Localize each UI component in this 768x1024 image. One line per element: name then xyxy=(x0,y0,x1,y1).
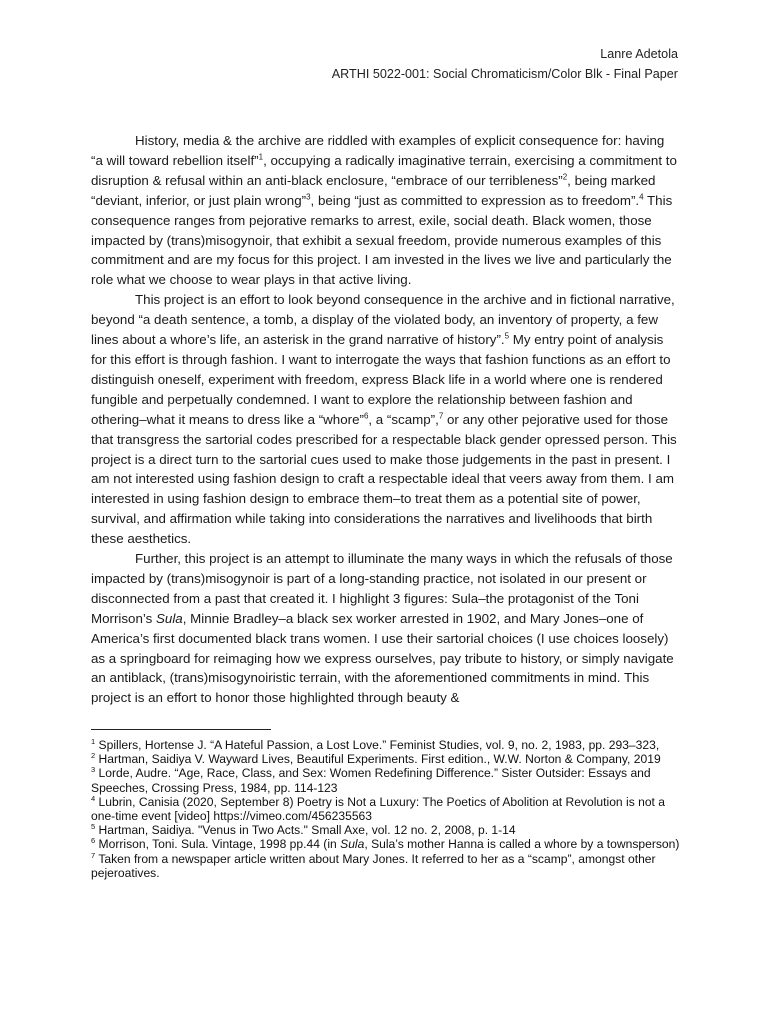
footnote-1 xyxy=(91,738,683,752)
text-span: , being “just as committed to expression as to freedom”. xyxy=(310,192,640,208)
text-span: , a “scamp”, xyxy=(368,411,439,427)
footnote-text: Lorde, Audre. “Age, Race, Class, and Sex: Women Redefining Difference.” Sister Outsider: Essays and Speeches, Crossing Press, 1984, pp. 114-123 xyxy=(91,766,651,795)
footnote-number: 2 xyxy=(91,751,96,761)
footnote-7 xyxy=(91,852,683,880)
text-span: , occupying a radically imaginative terrain, exercising a commitment to disruption & refusal within an anti-black enclosure, “embrace of our terribleness” xyxy=(91,152,677,188)
italic-title: Sula xyxy=(340,837,365,852)
footnote-text: Lubrin, Canisia (2020, September 8) Poetry is Not a Luxury: The Poetics of Abolition at Revolution is not a one-time event [video] https://vimeo.com/456235563 xyxy=(91,794,666,824)
text-span: History, media & the archive are riddled with examples of explicit consequence for: having “a will toward rebellion itself” xyxy=(91,133,665,168)
footnote-number: 1 xyxy=(91,736,96,746)
footnote-2 xyxy=(91,752,683,766)
footnote-number: 3 xyxy=(91,765,96,775)
footnote-6 xyxy=(91,837,683,851)
footnote-number: 7 xyxy=(91,850,96,860)
footnote-ref-4[interactable]: 4 xyxy=(639,192,644,202)
footnote-ref-5[interactable]: 5 xyxy=(504,331,510,341)
footnote-divider xyxy=(91,729,271,730)
footnote-text: , Sula’s mother Hanna is called a whore by a townsperson) xyxy=(364,837,680,852)
footnote-ref-7[interactable]: 7 xyxy=(438,411,444,421)
author-name: Lanre Adetola xyxy=(600,47,678,61)
footnote-ref-1[interactable]: 1 xyxy=(258,152,264,162)
footnote-ref-6[interactable]: 6 xyxy=(363,411,369,421)
footnote-text: Hartman, Saidiya V. Wayward Lives, Beautiful Experiments. First edition., W.W. Norton & Company, 2019 xyxy=(95,752,661,767)
text-span: , Minnie Bradley–a black sex worker arrested in 1902, and Mary Jones–one of America’s first documented black trans women. I use their sartorial choices (I use choices loosely) as a springboard for reimaging how we express ourselves, pay tribute to history, or simply navigate an antiblack, (trans)misogynoiristic terrain, with the aforementioned commitments in mind. This project is an effort to honor those highlighted through beauty & xyxy=(91,610,674,706)
paragraph-1 xyxy=(91,131,678,290)
footnote-text: Hartman, Saidiya. "Venus in Two Acts." Small Axe, vol. 12 no. 2, 2008, p. 1-14 xyxy=(95,823,516,838)
course-title: ARTHI 5022-001: Social Chromaticism/Color Blk - Final Paper xyxy=(331,67,678,81)
footnote-text: Taken from a newspaper article written about Mary Jones. It referred to her as a “scamp”, amongst other pejeroatives. xyxy=(91,851,656,880)
italic-title: Sula xyxy=(156,610,183,626)
footnote-number: 5 xyxy=(91,822,96,832)
footnote-text: Morrison, Toni. Sula. Vintage, 1998 pp.44 (in xyxy=(95,837,341,852)
footnote-text: Spillers, Hortense J. “A Hateful Passion, a Lost Love.” Feminist Studies, vol. 9, no. 2, 1983, pp. 293–323, xyxy=(95,738,660,752)
footnote-ref-2[interactable]: 2 xyxy=(562,172,568,182)
text-span: This project is an effort to look beyond consequence in the archive and in fictional narrative, beyond “a death sentence, a tomb, a display of the violated body, an inventory of property, a few lines about a whore’s life, an asterisk in the grand narrative of history”. xyxy=(91,292,675,348)
footnote-ref-3[interactable]: 3 xyxy=(306,192,311,202)
footnote-number: 6 xyxy=(91,836,96,846)
footnote-5 xyxy=(91,823,683,837)
paragraph-2 xyxy=(91,290,678,549)
footnote-number: 4 xyxy=(91,793,96,803)
footnotes-section xyxy=(91,729,683,880)
text-span: , being marked “deviant, inferior, or just plain wrong” xyxy=(91,172,656,208)
page-header xyxy=(332,44,678,84)
text-span: or any other pejorative used for those that transgress the sartorial codes prescribed for a respectable black gender opressed person. This project is a direct turn to the sartorial cues used to make those judgements in the past in present. I am not interested using fashion design to craft a respectable ideal that veers away from them. I am interested in using fashion design to embrace them–to treat them as a potential site of power, survival, and affirmation while taking into considerations the narratives and livelihoods that birth these aesthetics. xyxy=(91,411,677,547)
text-span: This consequence ranges from pejorative remarks to arrest, exile, social death. Black women, those impacted by (trans)misogynoir, that exhibit a sexual freedom, provide numerous examples of this commitment and are my focus for this project. I am invested in the lives we live and particularly the role what we choose to wear plays in that active living. xyxy=(91,192,673,288)
paragraph-3 xyxy=(91,549,678,708)
text-span: Further, this project is an attempt to illuminate the many ways in which the refusals of those impacted by (trans)misogynoir is part of a long-standing practice, not isolated in our present or disconnected from a past that created it. I highlight 3 figures: Sula–the protagonist of the Toni Morrison’s xyxy=(91,551,673,626)
body-text xyxy=(91,131,678,708)
footnote-4 xyxy=(91,795,683,823)
text-span: My entry point of analysis for this effort is through fashion. I want to interrogate the ways that fashion functions as an effort to distinguish oneself, experiment with freedom, express Black life in a world where one is rendered fungible and perpetually condemned. I want to explore the relationship between fashion and othering–what it means to dress like a “whore” xyxy=(91,332,671,427)
footnote-3 xyxy=(91,766,683,794)
